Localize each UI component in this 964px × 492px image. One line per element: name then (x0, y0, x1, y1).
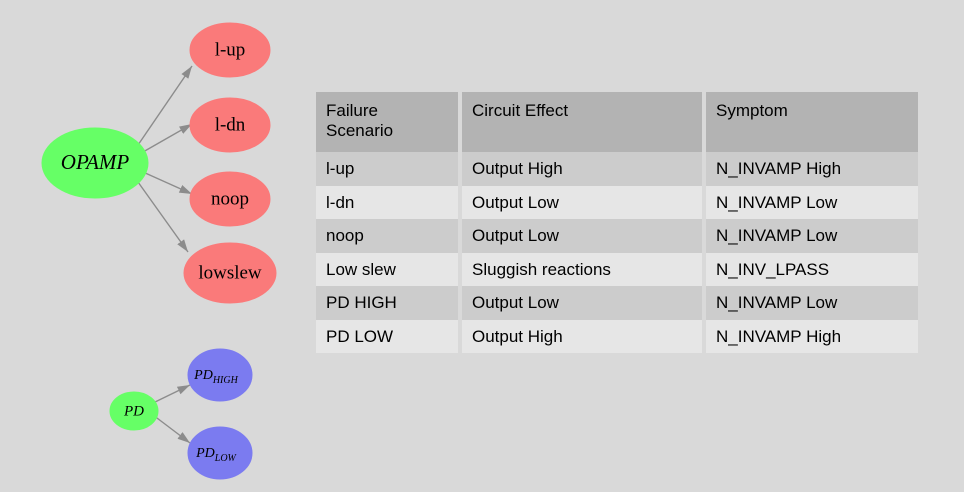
node-pd-high-sub: HIGH (212, 375, 238, 387)
table-header (316, 92, 918, 152)
table-header-row (316, 92, 918, 152)
graph-svg (0, 0, 310, 492)
table-row (316, 320, 918, 354)
cell-failure-scenario: noop (316, 219, 458, 253)
node-l-dn-label: l-dn (214, 114, 246, 136)
node-l-up-label: l-up (214, 39, 246, 61)
node-lowslew-label: lowslew (198, 262, 262, 284)
node-pd-label: PD (124, 403, 144, 420)
cell-symptom: N_INVAMP Low (706, 286, 918, 320)
cell-circuit-effect: Output Low (462, 219, 702, 253)
edge-pd-pdhigh (153, 385, 190, 403)
edge-opamp-ldn (143, 124, 192, 152)
node-pd-high[interactable] (188, 349, 252, 401)
cell-symptom: N_INV_LPASS (706, 253, 918, 287)
cell-circuit-effect: Output Low (462, 286, 702, 320)
node-pd-low[interactable] (188, 427, 252, 479)
table-row (316, 152, 918, 186)
cell-symptom: N_INVAMP Low (706, 186, 918, 220)
table-row (316, 253, 918, 287)
cell-failure-scenario: PD LOW (316, 320, 458, 354)
edge-opamp-lup (138, 66, 192, 145)
failure-mode-graph (0, 0, 310, 492)
cell-failure-scenario: PD HIGH (316, 286, 458, 320)
node-opamp[interactable] (42, 128, 148, 198)
cell-symptom: N_INVAMP High (706, 320, 918, 354)
cell-failure-scenario: l-dn (316, 186, 458, 220)
table-row (316, 219, 918, 253)
node-l-up[interactable] (190, 23, 270, 77)
node-lowslew[interactable] (184, 243, 276, 303)
edge-group-pd (153, 385, 190, 443)
node-pd-high-label: PD (194, 368, 213, 384)
cell-symptom: N_INVAMP Low (706, 219, 918, 253)
edge-opamp-lowslew (138, 182, 188, 252)
cell-failure-scenario: Low slew (316, 253, 458, 287)
cell-circuit-effect: Output Low (462, 186, 702, 220)
cell-circuit-effect: Sluggish reactions (462, 253, 702, 287)
cell-circuit-effect: Output High (462, 320, 702, 354)
cell-circuit-effect: Output High (462, 152, 702, 186)
column-header-failure-scenario: Failure Scenario (316, 92, 458, 152)
edge-opamp-noop (143, 172, 192, 194)
table-body (316, 152, 918, 353)
node-pd[interactable] (110, 392, 158, 430)
edge-pd-pdlow (153, 415, 190, 443)
column-header-circuit-effect: Circuit Effect (462, 92, 702, 152)
node-opamp-label: OPAMP (60, 149, 130, 174)
table-row (316, 286, 918, 320)
node-l-dn[interactable] (190, 98, 270, 152)
node-noop-label: noop (211, 188, 249, 210)
node-pd-low-label: PD (196, 446, 215, 462)
node-pd-low-sub: LOW (214, 453, 236, 465)
table-row (316, 186, 918, 220)
cell-failure-scenario: l-up (316, 152, 458, 186)
failure-effect-table (316, 92, 918, 353)
node-noop[interactable] (190, 172, 270, 226)
failure-effect-table-wrap (316, 92, 918, 353)
cell-symptom: N_INVAMP High (706, 152, 918, 186)
column-header-symptom: Symptom (706, 92, 918, 152)
